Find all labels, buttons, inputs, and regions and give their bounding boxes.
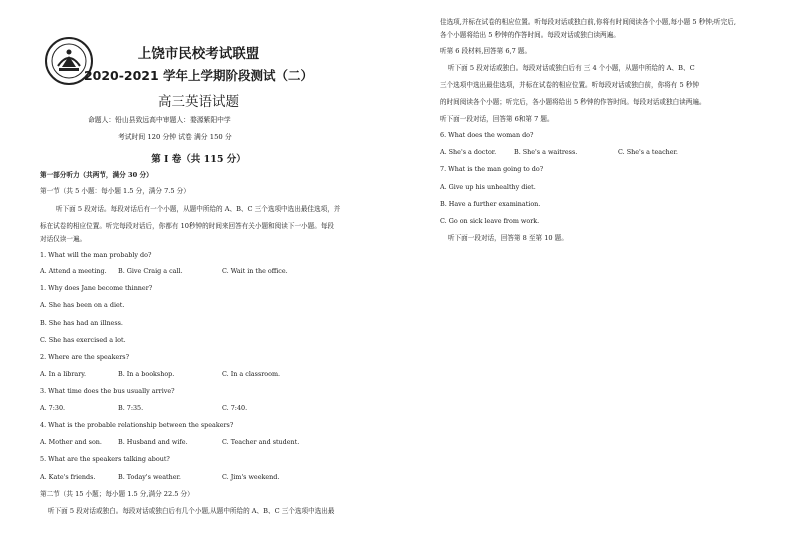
option-b: B. Have a further examination. xyxy=(440,200,541,208)
question-text: 7. What is the man going to do? xyxy=(440,165,544,173)
option-c: C. Go on sick leave from work. xyxy=(440,217,540,225)
option-a: A. 7:30. xyxy=(40,404,66,412)
option-a: A. Mother and son. xyxy=(40,438,102,446)
section2-title: 第二节（共 15 小题；每小题 1.5 分,满分 22.5 分） xyxy=(40,490,194,498)
question-text: 1. Why does Jane become thinner? xyxy=(40,284,153,292)
part1-title: 第一部分听力（共两节，满分 30 分） xyxy=(40,171,153,179)
exam-title-line2: 2020-2021 学年上学期阶段测试（二） xyxy=(83,68,314,83)
material-heading: 听第 6 段材料,回答第 6,7 题。 xyxy=(440,47,532,55)
option-a: A. Attend a meeting. xyxy=(40,267,107,275)
option-c: C. Jim's weekend. xyxy=(222,473,280,481)
material-heading: 听下面一段对话，回答第 6和第 7 题。 xyxy=(440,115,554,123)
option-c: C. She has exercised a lot. xyxy=(40,336,126,344)
volume-title: 第 I 卷（共 115 分） xyxy=(151,154,246,165)
option-b: B. She has had an illness. xyxy=(40,319,123,327)
option-a: A. She's a doctor. xyxy=(440,148,497,156)
option-c: C. 7:40. xyxy=(222,404,248,412)
question-text: 1. What will the man probably do? xyxy=(40,251,152,259)
option-c: C. She's a teacher. xyxy=(618,148,678,156)
option-a: A. She has been on a diet. xyxy=(40,301,125,309)
section2-instruction: 听下面 5 段对话或独白。每段对话或独白后有几个小题,从题中所给的 A、B、C 三个选项中选出最 xyxy=(48,507,335,515)
authors-line: 命题人：铅山县致远高中审题人：婺源紫阳中学 xyxy=(88,116,231,124)
option-c: C. In a classroom. xyxy=(222,370,281,378)
option-b: B. Give Craig a call. xyxy=(118,267,183,275)
instruction-line: 听下面 5 段对话。每段对话后有一个小题，从题中所给的 A、B、C 三个选项中选出最佳选项，并 xyxy=(56,205,341,213)
section1-title: 第一节（共 5 小题：每小题 1.5 分，满分 7.5 分） xyxy=(40,187,190,195)
question-text: 6. What does the woman do? xyxy=(440,131,534,139)
option-c: C. Teacher and student. xyxy=(222,438,300,446)
option-a: A. In a library. xyxy=(40,370,87,378)
instruction-line: 听下面 5 段对话或独白。每段对话或独白后有 三 4 个小题，从题中所给的 A、B、C xyxy=(448,64,695,72)
question-text: 3. What time does the bus usually arrive? xyxy=(40,387,175,395)
right-page xyxy=(397,0,794,549)
material-heading: 听下面一段对话，回答第 8 至第 10 题。 xyxy=(448,234,568,242)
exam-info-line: 考试时间 120 分钟 试卷 满分 150 分 xyxy=(118,133,232,141)
option-a: A. Kate's friends. xyxy=(40,473,96,481)
option-b: B. 7:35. xyxy=(118,404,144,412)
instruction-line: 对话仅读一遍。 xyxy=(40,235,87,243)
option-b: B. She's a waitress. xyxy=(514,148,578,156)
option-b: B. In a bookshop. xyxy=(118,370,175,378)
instruction-line: 三个选项中选出最佳选项，并标在试卷的相应位置。听每段对话或独白前，你将有 5 秒钟 xyxy=(440,81,699,89)
option-b: B. Husband and wife. xyxy=(118,438,188,446)
exam-title-line3: 高三英语试题 xyxy=(158,94,239,110)
option-c: C. Wait in the office. xyxy=(222,267,288,275)
question-text: 5. What are the speakers talking about? xyxy=(40,455,170,463)
continued-instruction-line: 各个小题将给出 5 秒钟的作答时间。每段对话或独白读两遍。 xyxy=(440,31,620,39)
option-a: A. Give up his unhealthy diet. xyxy=(440,183,536,191)
question-text: 2. Where are the speakers? xyxy=(40,353,130,361)
question-text: 4. What is the probable relationship between the speakers? xyxy=(40,421,234,429)
option-b: B. Today's weather. xyxy=(118,473,181,481)
exam-title-line1: 上饶市民校考试联盟 xyxy=(137,46,260,62)
instruction-line: 标在试卷的相应位置。听完每段对话后，你都有 10秒钟的时间来回答有关小题和阅读下一小题。每段 xyxy=(40,222,335,230)
instruction-line: 的时间阅读各个小题；听完后，各小题将给出 5 秒钟的作答时间。每段对话或独白读两遍。 xyxy=(440,98,706,106)
continued-instruction-line: 佳选项,并标在试卷的相应位置。听每段对话或独白前,你将有时间阅读各个小题,每小题 5 秒钟;听完后, xyxy=(440,18,736,26)
